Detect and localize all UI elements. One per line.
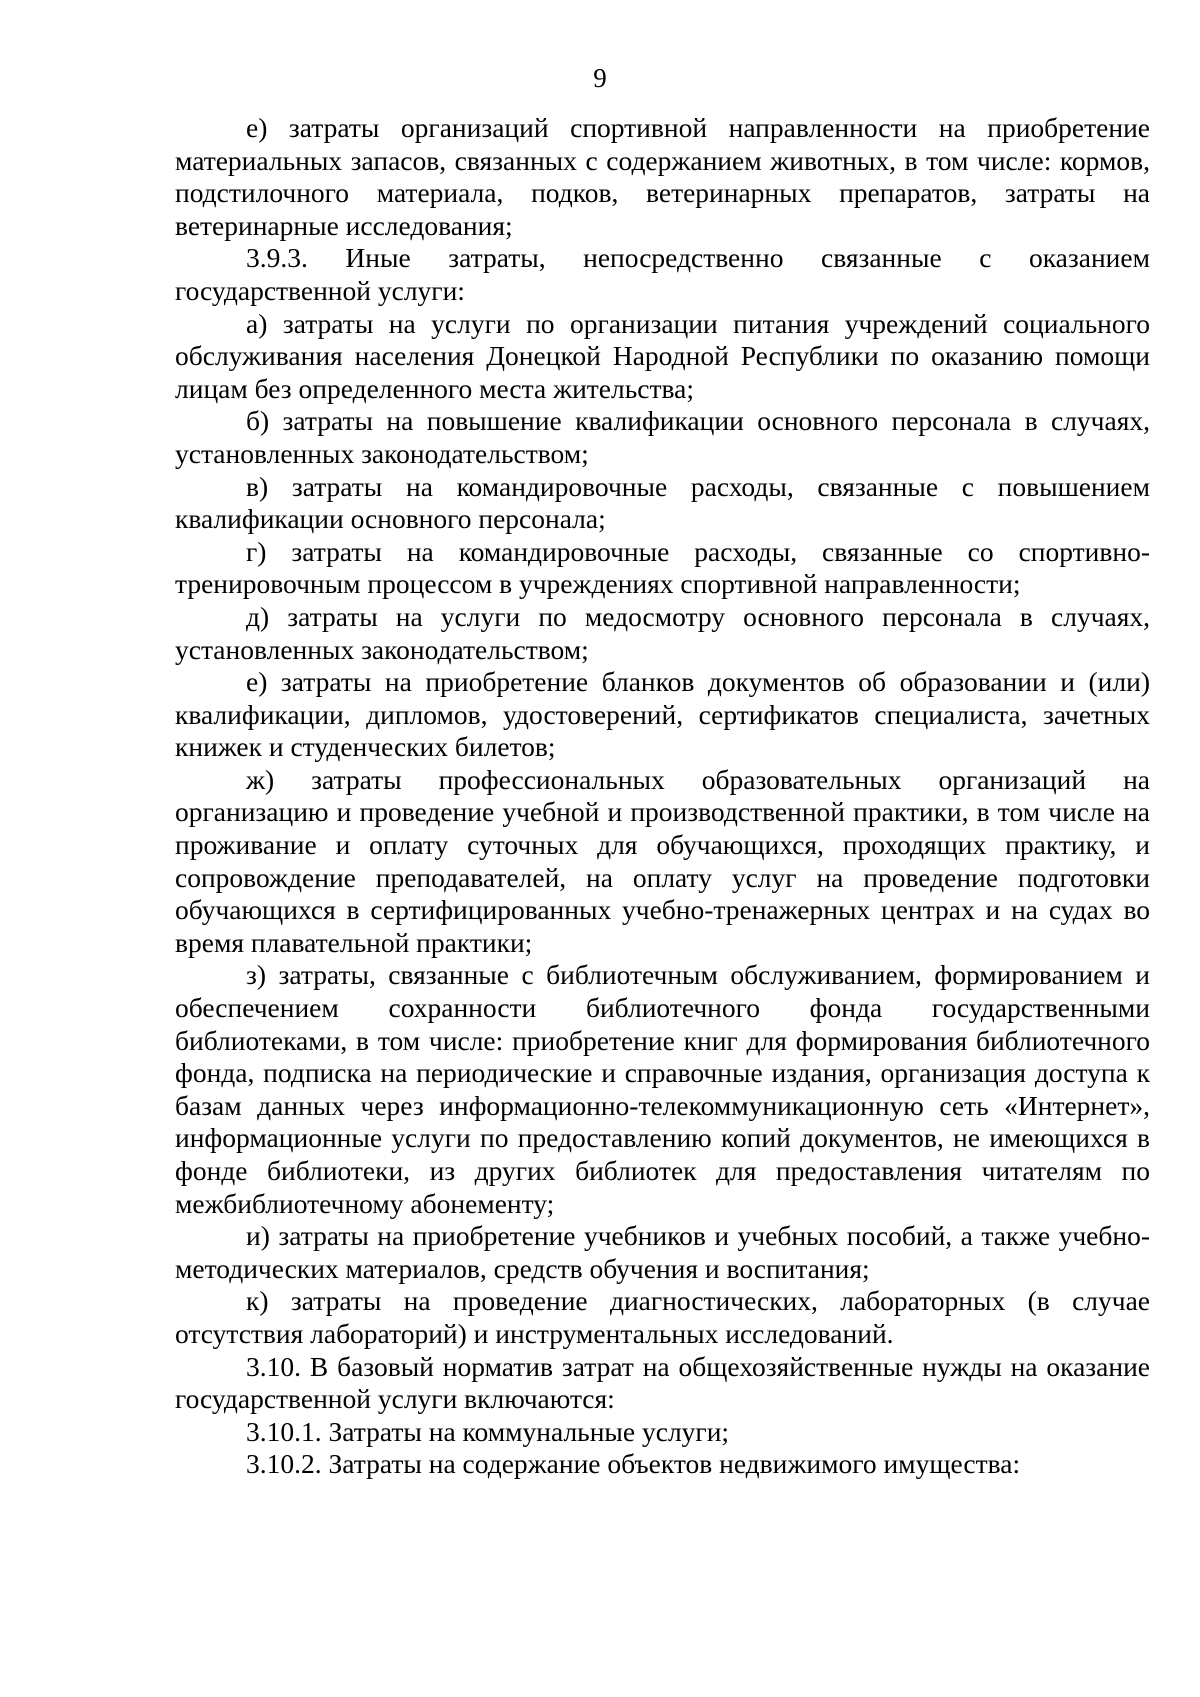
document-body: [175, 112, 1150, 1481]
paragraph-i-textbooks: и) затраты на приобретение учебников и учебных пособий, а также учебно-методических материалов, средств обучения и воспитания;: [175, 1220, 1150, 1284]
paragraph-g-travel-sport: г) затраты на командировочные расходы, связанные со спортивно-тренировочным процессом в учреждениях спортивной направленности;: [175, 535, 1150, 600]
paragraph-v-travel-qualification: в) затраты на командировочные расходы, связанные с повышением квалификации основного персонала;: [175, 470, 1150, 535]
paragraph-e-sport-animals: е) затраты организаций спортивной направленности на приобретение материальных запасов, связанных с содержанием животных, в том числе: кормов, подстилочного материала, подков, ветеринарных препаратов, затраты на ветеринарные исследования;: [175, 112, 1150, 241]
paragraph-a-food-services: а) затраты на услуги по организации питания учреждений социального обслуживания населения Донецкой Народной Республики по оказанию помощи лицам без определенного места жительства;: [175, 307, 1150, 404]
paragraph-d-medical: д) затраты на услуги по медосмотру основного персонала в случаях, установленных законодательством;: [175, 600, 1150, 665]
paragraph-3-10-2: 3.10.2. Затраты на содержание объектов недвижимого имущества:: [246, 1448, 1021, 1480]
paragraph-3-10-1: 3.10.1. Затраты на коммунальные услуги;: [246, 1415, 730, 1447]
paragraph-b-qualification: б) затраты на повышение квалификации основного персонала в случаях, установленных законодательством;: [175, 405, 1150, 469]
paragraph-k-diagnostics: к) затраты на проведение диагностических, лабораторных (в случае отсутствия лабораторий) и инструментальных исследований.: [175, 1285, 1150, 1349]
paragraph-3-10: 3.10. В базовый норматив затрат на общехозяйственные нужды на оказание государственной услуги включаются:: [175, 1350, 1150, 1415]
paragraph-e-forms: е) затраты на приобретение бланков документов об образовании и (или) квалификации, дипломов, удостоверений, сертификатов специалиста, зачетных книжек и студенческих билетов;: [175, 666, 1150, 763]
paragraph-zh-practice: ж) затраты профессиональных образовательных организаций на организацию и проведение учебной и производственной практики, в том числе на проживание и оплату суточных для обучающихся, проходящих практику, и сопровождение преподавателей, на оплату услуг на проведение подготовки обучающихся в сертифицированных учебно-тренажерных центрах и на судах во время плавательной практики;: [175, 763, 1150, 958]
paragraph-3-9-3: 3.9.3. Иные затраты, непосредственно связанные с оказанием государственной услуги:: [175, 242, 1150, 306]
page-number: 9: [593, 63, 607, 93]
paragraph-z-library: з) затраты, связанные с библиотечным обслуживанием, формированием и обеспечением сохранности библиотечного фонда государственными библиотеками, в том числе: приобретение книг для формирования библиотечного фонда, подписка на периодические и справочные издания, организация доступа к базам данных через информационно-телекоммуникационную сеть «Интернет», информационные услуги по предоставлению копий документов, не имеющихся в фонде библиотеки, из других библиотек для предоставления читателям по межбиблиотечному абонементу;: [175, 959, 1150, 1219]
